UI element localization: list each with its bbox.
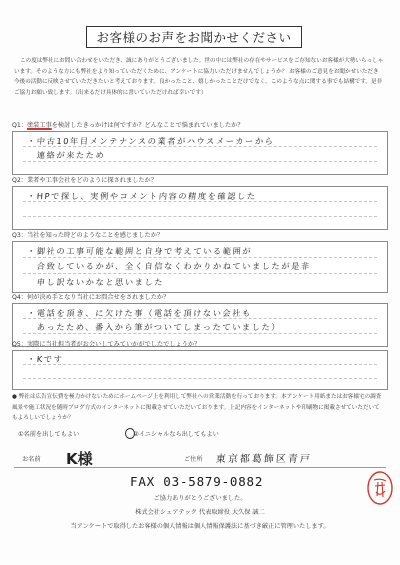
answer-5-line-1: ・Kです	[26, 354, 64, 364]
highlighted-keyword: 塗装工事	[27, 122, 52, 129]
question-1	[12, 121, 388, 175]
intro-text: この度は弊社にお問い合わせをいただき、誠にありがとうございました。世の中には弊社の存在やサービスをご存知ないお客様が大勢いらっしゃいます。そのような方にも弊社をより知っていただくために、アンケートに協力いただけませんでしょうか？ お客様のご意見をお聞かせいただき今後の活動に反映させていただきたいと考えております。良かったこと、嬉しかったことだけでなく、このような点に関する事でも結構です。是非ご協力お願い致します。（出来るだけ具体的に書いていただければ幸いです）	[14, 58, 384, 96]
address-label: ご住所	[184, 456, 203, 463]
answer-3-line-2: 合致しているかが、全く自信なくわかりかねていましたが是非	[26, 261, 312, 271]
privacy-notice: 当アンケートで取得したお客様の個人情報は個人情報保護法に基づき厳正に管理いたします。	[70, 523, 330, 530]
answer-box-5	[12, 350, 388, 390]
question-5	[12, 340, 388, 390]
consent-option-name[interactable]: ①名前を出してもよい	[18, 431, 80, 438]
thanks-message: ご協力ありがとうございました。	[153, 495, 247, 502]
question-2	[12, 176, 388, 230]
signature-row	[14, 448, 386, 468]
form-title: お客様のお声をお聞かせください	[86, 26, 302, 48]
answer-1-line-1: ・中古10年目メンテナンスの業者がハウスメーカーから	[26, 136, 275, 146]
question-2-label: Q2：業者や工事会社をどのように探されましたか？	[12, 177, 157, 184]
question-5-label: Q5：実際に当社担当者がお会いしてみていかがでしたでしょうか？	[12, 341, 201, 348]
company-name: 株式会社シェアテック 代表取締役 大久保 誠二	[135, 509, 265, 516]
question-1-label: Q1：塗装工事を検討したきっかけは何ですか？どんなことで悩まれていましたか？	[12, 122, 244, 129]
question-4	[12, 293, 388, 347]
consent-options	[18, 428, 219, 439]
answer-1-line-2: 連絡が来たため	[26, 150, 106, 160]
answer-box-2	[12, 186, 388, 230]
name-label: お名前	[22, 456, 41, 463]
fax-number: FAX 03-5879-0882	[130, 474, 264, 489]
question-3-label: Q3：当社を知った時どのようなことを感じましたか？	[12, 232, 164, 239]
question-3	[12, 231, 388, 293]
consent-option-initial[interactable]: ②イニシャルなら出してもよい	[125, 428, 219, 439]
answer-2-line-1: ・HPで探し、実例やコメント内容の精度を確認した	[26, 191, 258, 201]
answer-box-3	[12, 241, 388, 293]
customer-name: K様	[66, 450, 93, 468]
answer-4-line-1: ・電話を頂き、に欠けた事（電話を頂けない会社も	[26, 308, 253, 318]
publication-consent-note: ● 弊社は広告宣伝費を極力かけないためにホームページ上を利用して弊社への営業活動を行っております。本アンケート用紙またはお客様宅の調査風景や施工状況を随時ブログ方式のインターネットに掲載させていただいております。上記内容をインターネットや印刷物に掲載させていただいてもよろしいでしょうか？	[12, 394, 382, 421]
customer-address: 東京都葛飾区青戸	[215, 454, 313, 465]
answer-3-line-3: 申し訳ないかなと思いました	[26, 277, 165, 287]
answer-3-line-1: ・御社の工事可能な範囲と自身で考えている範囲が	[26, 246, 253, 256]
question-4-label: Q4：何が決め手となり当社にお問合せをされましたか？	[12, 294, 170, 301]
answer-4-line-2: あったため、番入から筆がついてしまったていました）	[26, 322, 282, 332]
answer-box-1	[12, 131, 388, 175]
